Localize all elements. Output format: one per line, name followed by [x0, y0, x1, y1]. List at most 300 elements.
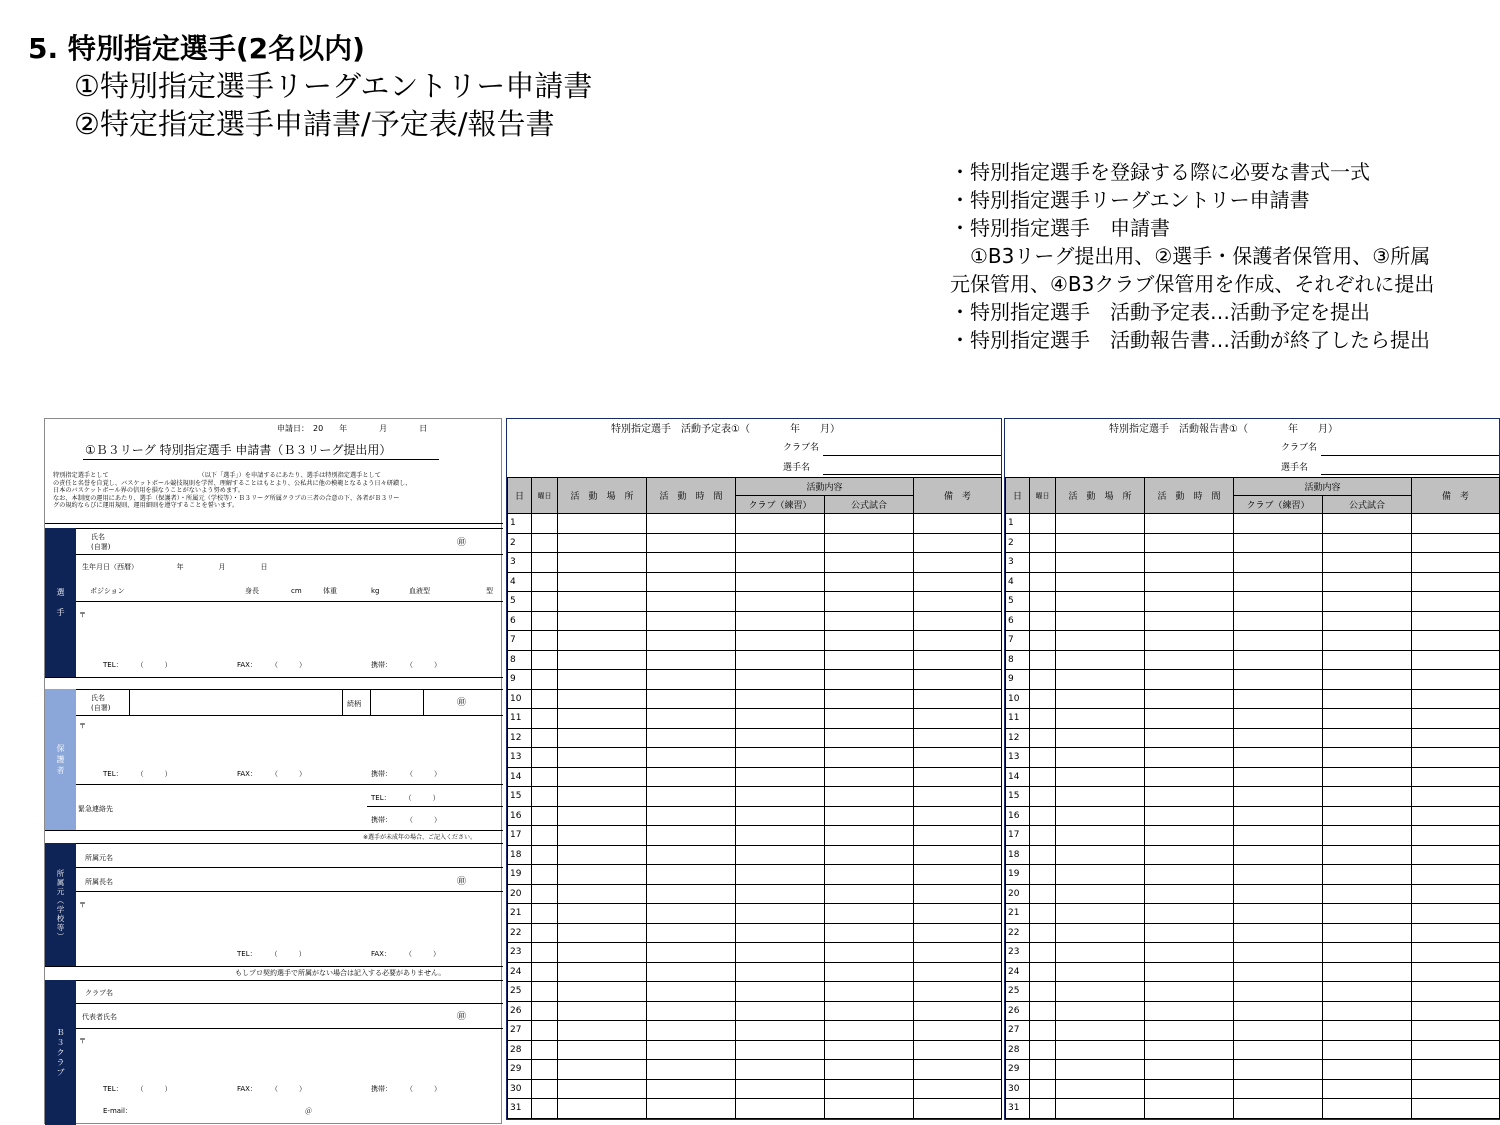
table-cell[interactable]: [1030, 1099, 1056, 1119]
table-cell[interactable]: [736, 1001, 825, 1021]
table-cell[interactable]: [1145, 982, 1234, 1002]
table-cell[interactable]: [647, 845, 736, 865]
table-cell[interactable]: [1145, 767, 1234, 787]
table-cell[interactable]: [1030, 709, 1056, 729]
table-cell[interactable]: [1412, 865, 1500, 885]
table-cell[interactable]: [1056, 923, 1145, 943]
table-cell[interactable]: [1145, 1040, 1234, 1060]
table-cell[interactable]: [1030, 1079, 1056, 1099]
table-cell[interactable]: [1323, 904, 1412, 924]
table-cell[interactable]: [1323, 884, 1412, 904]
table-cell[interactable]: [1030, 650, 1056, 670]
table-cell[interactable]: [1145, 592, 1234, 612]
table-cell[interactable]: [1056, 728, 1145, 748]
table-cell[interactable]: [1030, 533, 1056, 553]
table-cell[interactable]: [558, 767, 647, 787]
table-cell[interactable]: [1056, 709, 1145, 729]
table-cell[interactable]: [914, 767, 1002, 787]
table-cell[interactable]: [647, 689, 736, 709]
table-cell[interactable]: [1234, 748, 1323, 768]
table-cell[interactable]: [1412, 728, 1500, 748]
table-cell[interactable]: [1234, 670, 1323, 690]
table-cell[interactable]: [1323, 689, 1412, 709]
table-cell[interactable]: [825, 982, 914, 1002]
table-cell[interactable]: [914, 553, 1002, 573]
table-cell[interactable]: [647, 1021, 736, 1041]
table-cell[interactable]: [914, 572, 1002, 592]
table-cell[interactable]: [1145, 689, 1234, 709]
table-cell[interactable]: [825, 514, 914, 534]
table-cell[interactable]: [736, 826, 825, 846]
table-cell[interactable]: [1234, 962, 1323, 982]
table-cell[interactable]: [1030, 572, 1056, 592]
table-cell[interactable]: [1030, 982, 1056, 1002]
table-cell[interactable]: [1323, 943, 1412, 963]
table-cell[interactable]: [647, 572, 736, 592]
table-cell[interactable]: [1030, 923, 1056, 943]
table-cell[interactable]: [532, 767, 558, 787]
table-cell[interactable]: [736, 1079, 825, 1099]
table-cell[interactable]: [558, 650, 647, 670]
table-cell[interactable]: [1234, 787, 1323, 807]
table-cell[interactable]: [1412, 533, 1500, 553]
table-cell[interactable]: [647, 514, 736, 534]
table-cell[interactable]: [1234, 865, 1323, 885]
table-cell[interactable]: [1412, 1099, 1500, 1119]
table-cell[interactable]: [825, 1040, 914, 1060]
table-cell[interactable]: [914, 865, 1002, 885]
table-cell[interactable]: [825, 1021, 914, 1041]
table-cell[interactable]: [1323, 650, 1412, 670]
table-cell[interactable]: [558, 670, 647, 690]
table-cell[interactable]: [1234, 572, 1323, 592]
table-cell[interactable]: [825, 611, 914, 631]
table-cell[interactable]: [1030, 1021, 1056, 1041]
table-cell[interactable]: [647, 884, 736, 904]
table-cell[interactable]: [825, 631, 914, 651]
table-cell[interactable]: [1234, 533, 1323, 553]
table-cell[interactable]: [914, 904, 1002, 924]
table-cell[interactable]: [736, 962, 825, 982]
table-cell[interactable]: [1030, 962, 1056, 982]
table-cell[interactable]: [1030, 1040, 1056, 1060]
table-cell[interactable]: [1323, 923, 1412, 943]
table-cell[interactable]: [1234, 631, 1323, 651]
table-cell[interactable]: [1056, 904, 1145, 924]
table-cell[interactable]: [1145, 1001, 1234, 1021]
table-cell[interactable]: [825, 572, 914, 592]
table-cell[interactable]: [1234, 1060, 1323, 1080]
table-cell[interactable]: [1056, 670, 1145, 690]
table-cell[interactable]: [647, 1060, 736, 1080]
table-cell[interactable]: [1234, 650, 1323, 670]
table-cell[interactable]: [1412, 592, 1500, 612]
table-cell[interactable]: [1234, 709, 1323, 729]
table-cell[interactable]: [914, 631, 1002, 651]
table-cell[interactable]: [1056, 592, 1145, 612]
table-cell[interactable]: [647, 670, 736, 690]
table-cell[interactable]: [1056, 1060, 1145, 1080]
table-cell[interactable]: [1056, 962, 1145, 982]
table-cell[interactable]: [1056, 533, 1145, 553]
table-cell[interactable]: [1234, 592, 1323, 612]
table-cell[interactable]: [1145, 787, 1234, 807]
table-cell[interactable]: [1412, 611, 1500, 631]
table-cell[interactable]: [532, 533, 558, 553]
table-cell[interactable]: [647, 1040, 736, 1060]
table-cell[interactable]: [532, 592, 558, 612]
table-cell[interactable]: [825, 553, 914, 573]
table-cell[interactable]: [1412, 1001, 1500, 1021]
table-cell[interactable]: [736, 1021, 825, 1041]
table-cell[interactable]: [1145, 533, 1234, 553]
table-cell[interactable]: [1056, 748, 1145, 768]
table-cell[interactable]: [1056, 1001, 1145, 1021]
table-cell[interactable]: [1145, 884, 1234, 904]
table-cell[interactable]: [558, 806, 647, 826]
table-cell[interactable]: [532, 845, 558, 865]
table-cell[interactable]: [914, 1079, 1002, 1099]
table-cell[interactable]: [736, 767, 825, 787]
table-cell[interactable]: [1412, 923, 1500, 943]
table-cell[interactable]: [1412, 1079, 1500, 1099]
table-cell[interactable]: [647, 1001, 736, 1021]
table-cell[interactable]: [532, 611, 558, 631]
table-cell[interactable]: [1030, 1001, 1056, 1021]
table-cell[interactable]: [1145, 709, 1234, 729]
table-cell[interactable]: [1030, 728, 1056, 748]
table-cell[interactable]: [1234, 982, 1323, 1002]
table-cell[interactable]: [1030, 865, 1056, 885]
table-cell[interactable]: [914, 728, 1002, 748]
table-cell[interactable]: [647, 962, 736, 982]
table-cell[interactable]: [1030, 689, 1056, 709]
table-cell[interactable]: [1412, 982, 1500, 1002]
table-cell[interactable]: [558, 826, 647, 846]
table-cell[interactable]: [558, 1040, 647, 1060]
table-cell[interactable]: [736, 514, 825, 534]
table-cell[interactable]: [736, 670, 825, 690]
table-cell[interactable]: [1234, 689, 1323, 709]
table-cell[interactable]: [532, 1099, 558, 1119]
table-cell[interactable]: [914, 514, 1002, 534]
table-cell[interactable]: [1234, 728, 1323, 748]
table-cell[interactable]: [1145, 865, 1234, 885]
table-cell[interactable]: [532, 728, 558, 748]
table-cell[interactable]: [532, 689, 558, 709]
table-cell[interactable]: [736, 748, 825, 768]
table-cell[interactable]: [736, 1040, 825, 1060]
table-cell[interactable]: [1234, 611, 1323, 631]
table-cell[interactable]: [532, 631, 558, 651]
table-cell[interactable]: [1323, 1040, 1412, 1060]
table-cell[interactable]: [1145, 1079, 1234, 1099]
table-cell[interactable]: [1323, 1021, 1412, 1041]
table-cell[interactable]: [1030, 884, 1056, 904]
table-cell[interactable]: [532, 1079, 558, 1099]
table-cell[interactable]: [914, 923, 1002, 943]
table-cell[interactable]: [532, 962, 558, 982]
table-cell[interactable]: [1145, 1021, 1234, 1041]
table-cell[interactable]: [914, 748, 1002, 768]
table-cell[interactable]: [1234, 1079, 1323, 1099]
table-cell[interactable]: [914, 592, 1002, 612]
table-cell[interactable]: [558, 1001, 647, 1021]
table-cell[interactable]: [1145, 748, 1234, 768]
table-cell[interactable]: [1030, 631, 1056, 651]
table-cell[interactable]: [1323, 982, 1412, 1002]
table-cell[interactable]: [1323, 709, 1412, 729]
table-cell[interactable]: [558, 689, 647, 709]
table-cell[interactable]: [1056, 865, 1145, 885]
table-cell[interactable]: [558, 1021, 647, 1041]
table-cell[interactable]: [1323, 631, 1412, 651]
table-cell[interactable]: [1056, 943, 1145, 963]
table-cell[interactable]: [1056, 1021, 1145, 1041]
table-cell[interactable]: [1412, 904, 1500, 924]
table-cell[interactable]: [647, 709, 736, 729]
table-cell[interactable]: [558, 1079, 647, 1099]
table-cell[interactable]: [532, 1001, 558, 1021]
table-cell[interactable]: [1234, 1040, 1323, 1060]
table-cell[interactable]: [1412, 1021, 1500, 1041]
table-cell[interactable]: [1323, 572, 1412, 592]
table-cell[interactable]: [532, 982, 558, 1002]
table-cell[interactable]: [1145, 650, 1234, 670]
table-cell[interactable]: [532, 923, 558, 943]
table-cell[interactable]: [558, 631, 647, 651]
table-cell[interactable]: [1056, 787, 1145, 807]
table-cell[interactable]: [1030, 670, 1056, 690]
table-cell[interactable]: [1234, 1021, 1323, 1041]
table-cell[interactable]: [914, 670, 1002, 690]
table-cell[interactable]: [532, 670, 558, 690]
table-cell[interactable]: [914, 826, 1002, 846]
table-cell[interactable]: [1056, 611, 1145, 631]
table-cell[interactable]: [914, 943, 1002, 963]
table-cell[interactable]: [558, 728, 647, 748]
table-cell[interactable]: [825, 689, 914, 709]
table-cell[interactable]: [558, 787, 647, 807]
table-cell[interactable]: [914, 1060, 1002, 1080]
table-cell[interactable]: [1412, 748, 1500, 768]
table-cell[interactable]: [1145, 670, 1234, 690]
table-cell[interactable]: [914, 611, 1002, 631]
table-cell[interactable]: [1145, 962, 1234, 982]
table-cell[interactable]: [1323, 514, 1412, 534]
table-cell[interactable]: [1056, 884, 1145, 904]
table-cell[interactable]: [1412, 787, 1500, 807]
table-cell[interactable]: [1412, 553, 1500, 573]
table-cell[interactable]: [1030, 787, 1056, 807]
table-cell[interactable]: [1412, 962, 1500, 982]
table-cell[interactable]: [1145, 611, 1234, 631]
table-cell[interactable]: [1412, 1040, 1500, 1060]
table-cell[interactable]: [825, 826, 914, 846]
table-cell[interactable]: [532, 884, 558, 904]
table-cell[interactable]: [558, 943, 647, 963]
table-cell[interactable]: [825, 728, 914, 748]
table-cell[interactable]: [736, 689, 825, 709]
table-cell[interactable]: [1030, 845, 1056, 865]
table-cell[interactable]: [647, 943, 736, 963]
table-cell[interactable]: [558, 845, 647, 865]
table-cell[interactable]: [825, 767, 914, 787]
table-cell[interactable]: [1412, 631, 1500, 651]
table-cell[interactable]: [825, 748, 914, 768]
table-cell[interactable]: [532, 572, 558, 592]
table-cell[interactable]: [825, 884, 914, 904]
table-cell[interactable]: [558, 611, 647, 631]
table-cell[interactable]: [736, 1060, 825, 1080]
table-cell[interactable]: [532, 787, 558, 807]
table-cell[interactable]: [1145, 631, 1234, 651]
table-cell[interactable]: [1145, 1060, 1234, 1080]
table-cell[interactable]: [736, 650, 825, 670]
table-cell[interactable]: [558, 884, 647, 904]
table-cell[interactable]: [914, 806, 1002, 826]
table-cell[interactable]: [736, 572, 825, 592]
table-cell[interactable]: [1234, 1001, 1323, 1021]
table-cell[interactable]: [647, 904, 736, 924]
table-cell[interactable]: [736, 728, 825, 748]
table-cell[interactable]: [558, 748, 647, 768]
table-cell[interactable]: [1030, 592, 1056, 612]
table-cell[interactable]: [1030, 553, 1056, 573]
table-cell[interactable]: [532, 1040, 558, 1060]
table-cell[interactable]: [1323, 826, 1412, 846]
table-cell[interactable]: [1412, 767, 1500, 787]
table-cell[interactable]: [1056, 1099, 1145, 1119]
table-cell[interactable]: [736, 533, 825, 553]
table-cell[interactable]: [1234, 884, 1323, 904]
table-cell[interactable]: [825, 1001, 914, 1021]
table-cell[interactable]: [558, 514, 647, 534]
table-cell[interactable]: [1056, 631, 1145, 651]
table-cell[interactable]: [825, 670, 914, 690]
table-cell[interactable]: [1323, 787, 1412, 807]
table-cell[interactable]: [1030, 806, 1056, 826]
table-cell[interactable]: [1030, 748, 1056, 768]
table-cell[interactable]: [1234, 923, 1323, 943]
table-cell[interactable]: [1234, 553, 1323, 573]
table-cell[interactable]: [647, 650, 736, 670]
table-cell[interactable]: [736, 709, 825, 729]
table-cell[interactable]: [1412, 943, 1500, 963]
table-cell[interactable]: [558, 533, 647, 553]
table-cell[interactable]: [1323, 1060, 1412, 1080]
table-cell[interactable]: [1030, 767, 1056, 787]
table-cell[interactable]: [1056, 553, 1145, 573]
table-cell[interactable]: [1323, 728, 1412, 748]
table-cell[interactable]: [532, 1021, 558, 1041]
table-cell[interactable]: [1056, 982, 1145, 1002]
table-cell[interactable]: [1323, 1001, 1412, 1021]
table-cell[interactable]: [736, 553, 825, 573]
table-cell[interactable]: [825, 962, 914, 982]
table-cell[interactable]: [558, 709, 647, 729]
table-cell[interactable]: [1056, 1040, 1145, 1060]
table-cell[interactable]: [1323, 962, 1412, 982]
table-cell[interactable]: [1145, 923, 1234, 943]
table-cell[interactable]: [1323, 611, 1412, 631]
table-cell[interactable]: [1323, 1079, 1412, 1099]
table-cell[interactable]: [1323, 748, 1412, 768]
table-cell[interactable]: [736, 592, 825, 612]
table-cell[interactable]: [1412, 845, 1500, 865]
table-cell[interactable]: [558, 572, 647, 592]
table-cell[interactable]: [914, 884, 1002, 904]
table-cell[interactable]: [532, 748, 558, 768]
table-cell[interactable]: [825, 787, 914, 807]
table-cell[interactable]: [1412, 709, 1500, 729]
table-cell[interactable]: [1234, 943, 1323, 963]
table-cell[interactable]: [736, 845, 825, 865]
table-cell[interactable]: [647, 748, 736, 768]
table-cell[interactable]: [1056, 826, 1145, 846]
table-cell[interactable]: [647, 923, 736, 943]
table-cell[interactable]: [1145, 728, 1234, 748]
table-cell[interactable]: [914, 982, 1002, 1002]
table-cell[interactable]: [532, 826, 558, 846]
table-cell[interactable]: [1412, 826, 1500, 846]
table-cell[interactable]: [736, 904, 825, 924]
table-cell[interactable]: [914, 1099, 1002, 1119]
table-cell[interactable]: [1323, 592, 1412, 612]
table-cell[interactable]: [532, 943, 558, 963]
table-cell[interactable]: [1323, 865, 1412, 885]
table-cell[interactable]: [825, 923, 914, 943]
table-cell[interactable]: [825, 709, 914, 729]
table-cell[interactable]: [1323, 1099, 1412, 1119]
table-cell[interactable]: [1056, 806, 1145, 826]
table-cell[interactable]: [825, 806, 914, 826]
table-cell[interactable]: [532, 806, 558, 826]
table-cell[interactable]: [647, 982, 736, 1002]
table-cell[interactable]: [914, 709, 1002, 729]
table-cell[interactable]: [736, 884, 825, 904]
table-cell[interactable]: [736, 982, 825, 1002]
table-cell[interactable]: [532, 514, 558, 534]
table-cell[interactable]: [558, 865, 647, 885]
table-cell[interactable]: [647, 826, 736, 846]
table-cell[interactable]: [1030, 943, 1056, 963]
table-cell[interactable]: [1145, 553, 1234, 573]
table-cell[interactable]: [1056, 1079, 1145, 1099]
table-cell[interactable]: [558, 1099, 647, 1119]
table-cell[interactable]: [1145, 943, 1234, 963]
table-cell[interactable]: [914, 689, 1002, 709]
table-cell[interactable]: [1412, 1060, 1500, 1080]
table-cell[interactable]: [1412, 806, 1500, 826]
table-cell[interactable]: [558, 1060, 647, 1080]
table-cell[interactable]: [1234, 845, 1323, 865]
table-cell[interactable]: [532, 709, 558, 729]
table-cell[interactable]: [532, 650, 558, 670]
table-cell[interactable]: [647, 533, 736, 553]
table-cell[interactable]: [1412, 572, 1500, 592]
table-cell[interactable]: [647, 1099, 736, 1119]
table-cell[interactable]: [1412, 670, 1500, 690]
table-cell[interactable]: [825, 1099, 914, 1119]
table-cell[interactable]: [647, 767, 736, 787]
table-cell[interactable]: [532, 1060, 558, 1080]
table-cell[interactable]: [736, 923, 825, 943]
table-cell[interactable]: [1323, 670, 1412, 690]
table-cell[interactable]: [1056, 689, 1145, 709]
table-cell[interactable]: [825, 1060, 914, 1080]
table-cell[interactable]: [1145, 806, 1234, 826]
